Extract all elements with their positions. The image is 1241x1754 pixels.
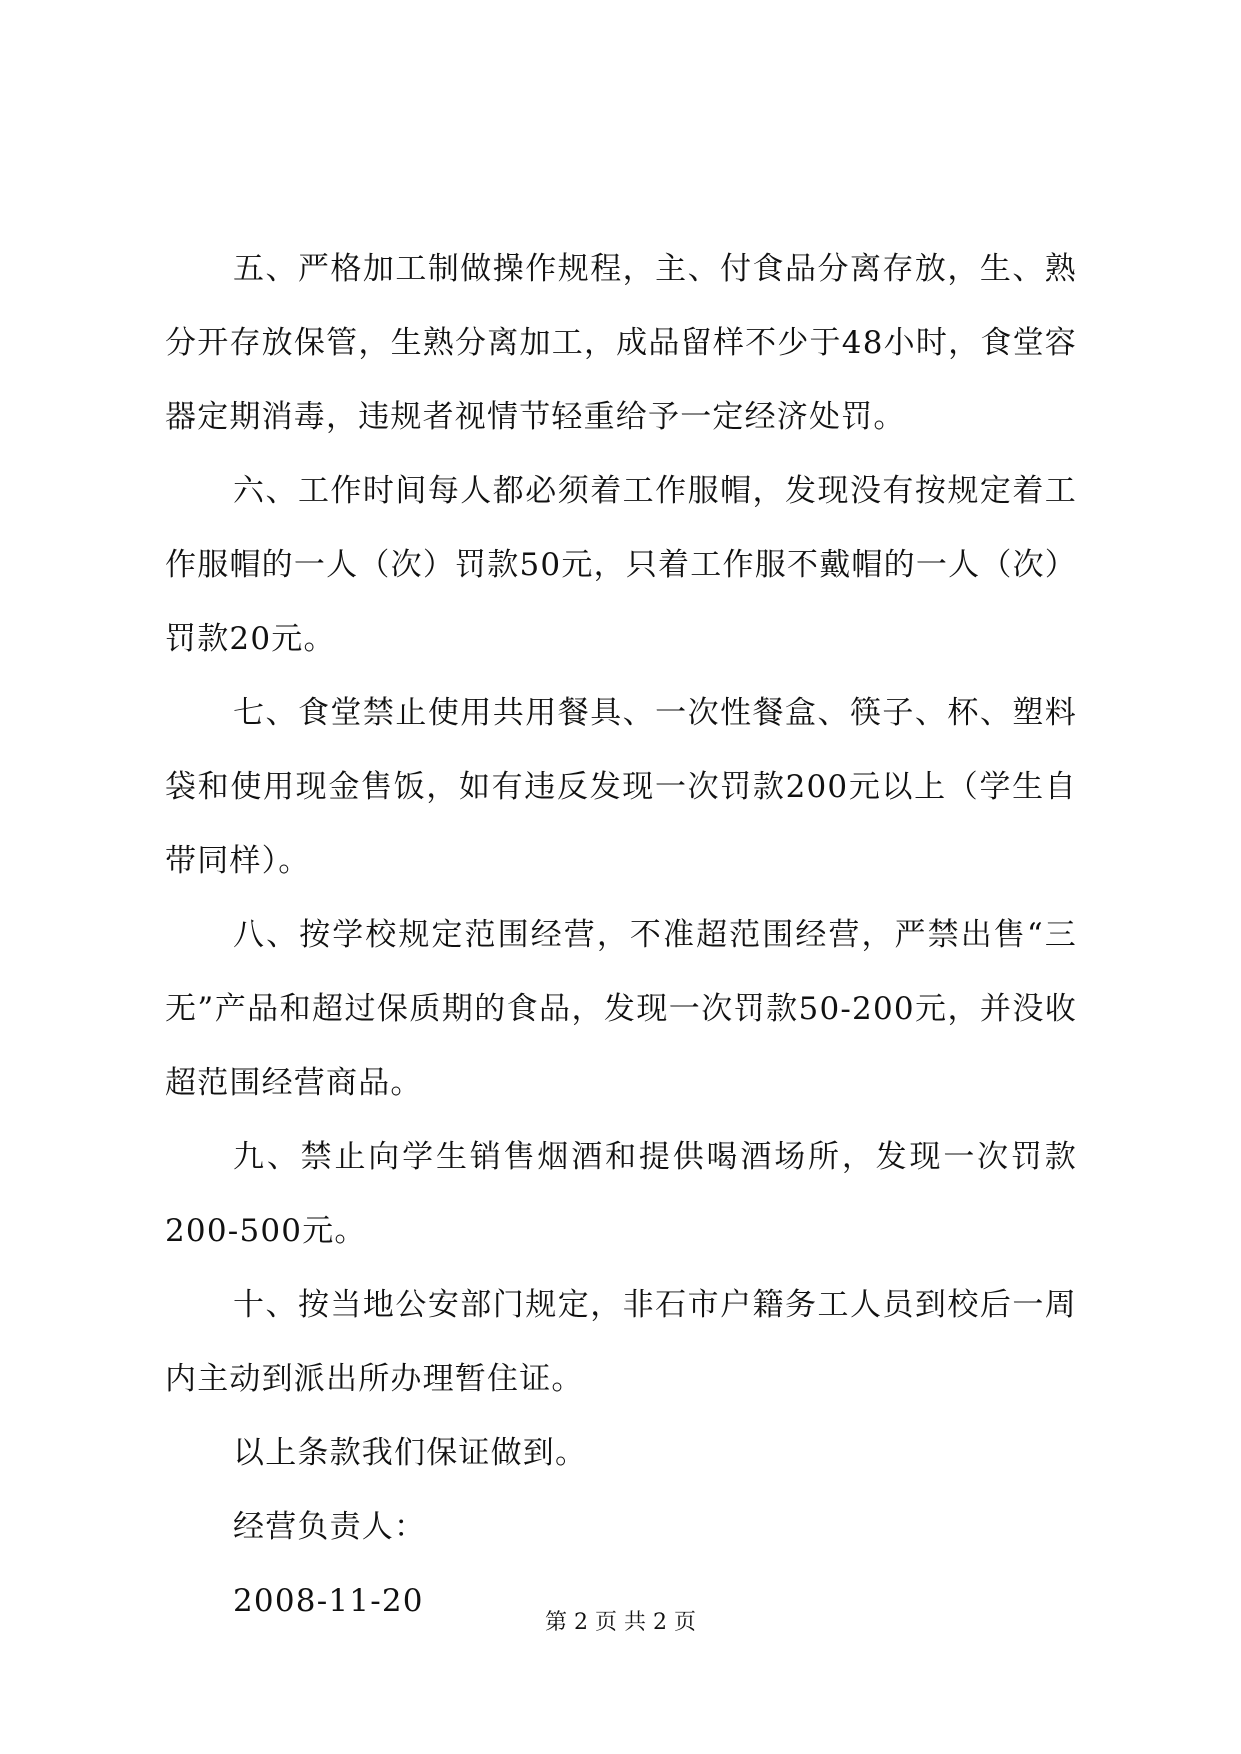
- document-date: 2008-11-20: [233, 1583, 424, 1619]
- clause-8: 八、按学校规定范围经营，不准超范围经营，严禁出售“三无”产品和超过保质期的食品，发现一次罚款50-200元，并没收超范围经营商品。: [165, 917, 1077, 1101]
- clause-6: 六、工作时间每人都必须着工作服帽，发现没有按规定着工作服帽的一人（次）罚款50元，只着工作服不戴帽的一人（次）罚款20元。: [165, 473, 1077, 657]
- page-footer: 第 2 页 共 2 页: [545, 1610, 696, 1635]
- clause-9: 九、禁止向学生销售烟酒和提供喝酒场所，发现一次罚款200-500元。: [165, 1139, 1077, 1249]
- clause-5: 五、严格加工制做操作规程，主、付食品分离存放，生、熟分开存放保管，生熟分离加工，成品留样不少于48小时，食堂容器定期消毒，违规者视情节轻重给予一定经济处罚。: [165, 251, 1077, 435]
- document-body: [165, 232, 1077, 1638]
- signature-label: 经营负责人：: [233, 1509, 427, 1545]
- clause-7: 七、食堂禁止使用共用餐具、一次性餐盒、筷子、杯、塑料袋和使用现金售饭，如有违反发现一次罚款200元以上（学生自带同样）。: [165, 695, 1077, 879]
- clause-10: 十、按当地公安部门规定，非石市户籍务工人员到校后一周内主动到派出所办理暂住证。: [165, 1287, 1077, 1397]
- closing-statement: 以上条款我们保证做到。: [233, 1435, 588, 1471]
